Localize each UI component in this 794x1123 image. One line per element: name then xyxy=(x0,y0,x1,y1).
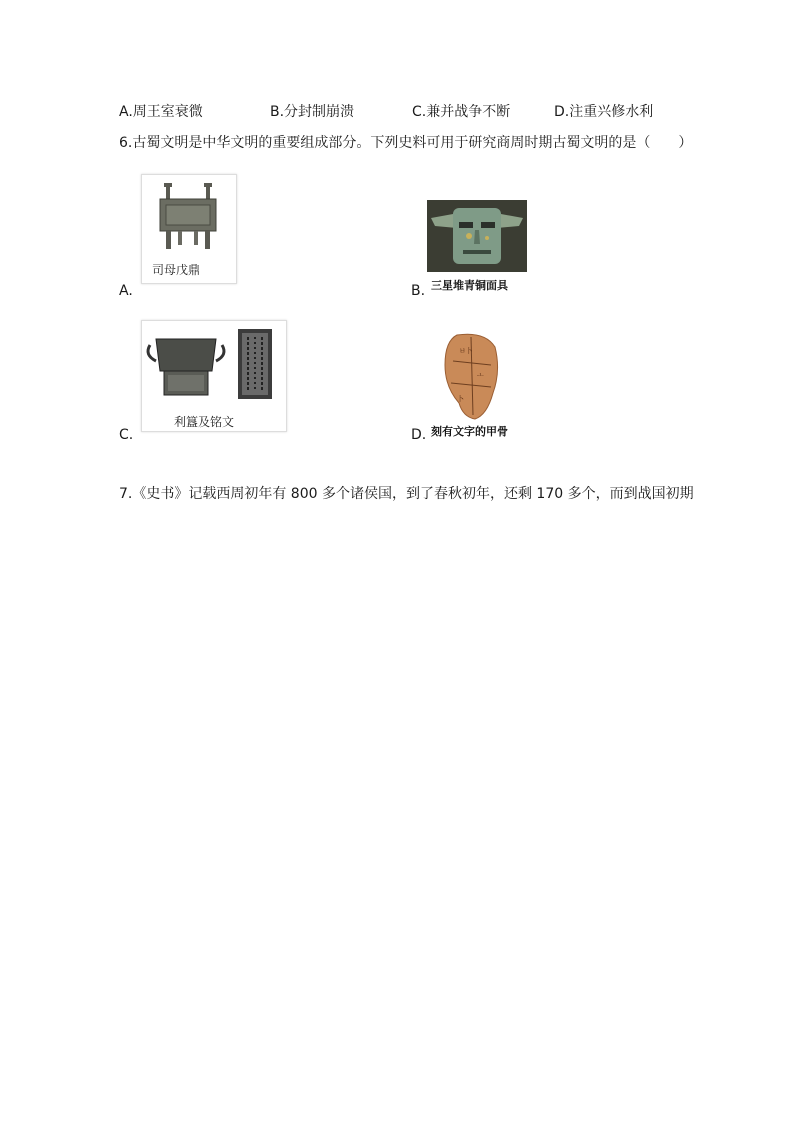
q6-option-a-letter: A. xyxy=(119,283,133,299)
oracle-bone-caption: 刻有文字的甲骨 xyxy=(431,425,508,438)
q6-stem: 6.古蜀文明是中华文明的重要组成部分。下列史料可用于研究商周时期古蜀文明的是（ ） xyxy=(119,135,693,151)
oracle-bone-icon xyxy=(439,331,503,421)
svg-text:ㅗ: ㅗ xyxy=(477,371,484,379)
mask-icon xyxy=(427,200,527,272)
q5-option-b: B.分封制崩溃 xyxy=(270,104,355,120)
ding-icon xyxy=(142,175,236,255)
gui-caption: 利簋及铭文 xyxy=(174,415,235,429)
q5-option-c: C.兼并战争不断 xyxy=(412,104,511,120)
q7-stem-line1: 7.《史书》记载西周初年有 800 多个诸侯国，到了春秋初年，还剩 170 多个，而到战国初期 xyxy=(119,486,694,502)
gui-vessel-icon xyxy=(142,321,286,407)
q6-option-b-letter: B. xyxy=(411,283,426,299)
q5-option-d: D.注重兴修水利 xyxy=(554,104,654,120)
ding-image xyxy=(141,174,237,284)
q6-option-d-letter: D. xyxy=(411,427,427,443)
q6-option-c-letter: C. xyxy=(119,427,134,443)
gui-image xyxy=(141,320,287,432)
ding-caption: 司母戊鼎 xyxy=(152,263,201,277)
svg-text:卜: 卜 xyxy=(457,395,464,403)
oracle-bone-image xyxy=(439,331,503,421)
svg-text:ㅂ卜: ㅂ卜 xyxy=(459,347,473,355)
bronze-mask-image xyxy=(427,200,527,272)
q5-option-a: A.周王室衰微 xyxy=(119,104,203,120)
mask-caption: 三星堆青铜面具 xyxy=(431,279,508,292)
